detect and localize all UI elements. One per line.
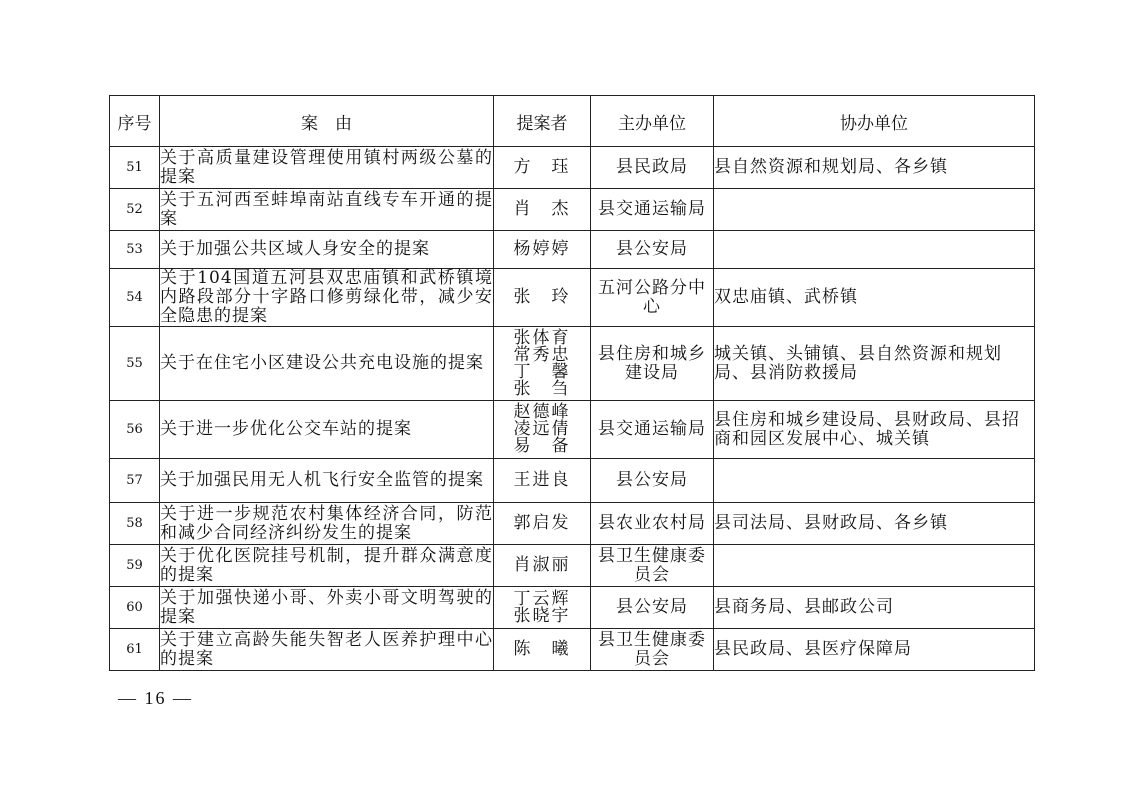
proposal-reason: 关于104国道五河县双忠庙镇和武桥镇境内路段部分十字路口修剪绿化带，减少安全隐患的提案 [160,268,493,326]
host-unit: 县住房和城乡建设局 [591,327,714,401]
table-row [110,503,1035,545]
row-number: 56 [110,401,160,459]
proposer-cell [494,459,591,503]
host-unit: 县卫生健康委员会 [591,545,714,587]
header-proposer: 提案者 [494,96,591,147]
proposer-cell [494,327,591,401]
proposer-name: 凌远倩 [513,419,571,439]
table-row [110,189,1035,231]
proposer-name: 方 珏 [513,157,571,177]
assist-unit: 县自然资源和规划局、各乡镇 [714,147,1035,189]
proposer-name: 王进良 [513,470,571,490]
host-unit: 五河公路分中心 [591,269,714,327]
host-unit: 县交通运输局 [591,189,714,231]
proposal-reason: 关于进一步优化公交车站的提案 [160,401,494,459]
assist-unit [714,545,1035,587]
proposer-name: 赵德峰 [513,402,571,422]
proposal-reason: 关于加强公共区域人身安全的提案 [160,231,494,269]
assist-unit: 城关镇、头铺镇、县自然资源和规划局、县消防救援局 [714,327,1035,401]
proposer-cell [494,587,591,629]
assist-unit [714,189,1035,231]
assist-unit: 双忠庙镇、武桥镇 [714,269,1035,327]
host-unit: 县卫生健康委员会 [591,629,714,671]
proposal-reason: 关于建立高龄失能失智老人医养护理中心的提案 [160,629,493,669]
table-row [110,269,1035,327]
row-number: 58 [110,503,160,545]
proposal-table [109,95,1035,671]
proposal-reason: 关于优化医院挂号机制，提升群众满意度的提案 [160,545,493,585]
proposer-name: 丁云辉 [513,588,571,609]
proposer-name: 张 玲 [513,287,571,307]
row-number: 54 [110,269,160,327]
table-header-row [110,96,1035,147]
proposer-cell [494,629,591,671]
assist-unit: 县司法局、县财政局、各乡镇 [714,503,1035,545]
proposer-name: 张晓宇 [513,605,571,626]
proposer-name: 常秀忠 [513,344,571,365]
proposer-cell [494,147,591,189]
proposer-name: 丁 馨 [513,361,571,382]
table-body [110,147,1035,671]
proposal-reason: 关于五河西至蚌埠南站直线专车开通的提案 [160,189,493,229]
host-unit: 县公安局 [591,587,714,629]
proposal-reason: 关于加强民用无人机飞行安全监管的提案 [160,459,494,503]
proposal-reason: 关于进一步规范农村集体经济合同，防范和减少合同经济纠纷发生的提案 [160,503,493,543]
assist-unit: 县民政局、县医疗保障局 [714,629,1035,671]
proposer-name: 肖 杰 [513,199,571,219]
page-number: — 16 — [118,688,193,708]
table-row [110,231,1035,269]
table-row [110,545,1035,587]
proposer-cell [494,269,591,327]
header-no: 序号 [110,96,160,147]
table-row [110,459,1035,503]
assist-unit [714,459,1035,503]
table-row [110,327,1035,401]
assist-unit: 县商务局、县邮政公司 [714,587,1035,629]
host-unit: 县公安局 [591,231,714,269]
proposer-name: 张 刍 [513,378,571,399]
proposer-name: 易 备 [513,436,571,456]
header-host-unit: 主办单位 [591,96,714,147]
host-unit: 县公安局 [591,459,714,503]
table-row [110,629,1035,671]
proposer-name: 张体育 [513,327,571,348]
row-number: 51 [110,147,160,189]
row-number: 55 [110,327,160,401]
proposer-name: 杨婷婷 [513,239,571,259]
row-number: 52 [110,189,160,231]
host-unit: 县民政局 [591,147,714,189]
proposal-reason: 关于加强快递小哥、外卖小哥文明驾驶的提案 [160,587,493,627]
table-row [110,401,1035,459]
proposer-name: 肖淑丽 [513,555,571,575]
row-number: 59 [110,545,160,587]
row-number: 57 [110,459,160,503]
proposal-reason: 关于高质量建设管理使用镇村两级公墓的提案 [160,147,493,187]
row-number: 60 [110,587,160,629]
proposer-name: 陈 曦 [513,639,571,659]
host-unit: 县农业农村局 [591,503,714,545]
header-assist-unit: 协办单位 [714,96,1035,147]
proposer-name: 郭启发 [513,513,571,533]
host-unit: 县交通运输局 [591,401,714,459]
table-row [110,587,1035,629]
row-number: 53 [110,231,160,269]
proposer-cell [494,231,591,269]
row-number: 61 [110,629,160,671]
assist-unit: 县住房和城乡建设局、县财政局、县招商和园区发展中心、城关镇 [714,401,1035,459]
proposer-cell [494,545,591,587]
proposer-cell [494,503,591,545]
proposer-cell [494,401,591,459]
header-reason: 案 由 [160,96,494,147]
table-row [110,147,1035,189]
proposer-cell [494,189,591,231]
proposal-reason: 关于在住宅小区建设公共充电设施的提案 [160,327,494,401]
assist-unit [714,231,1035,269]
